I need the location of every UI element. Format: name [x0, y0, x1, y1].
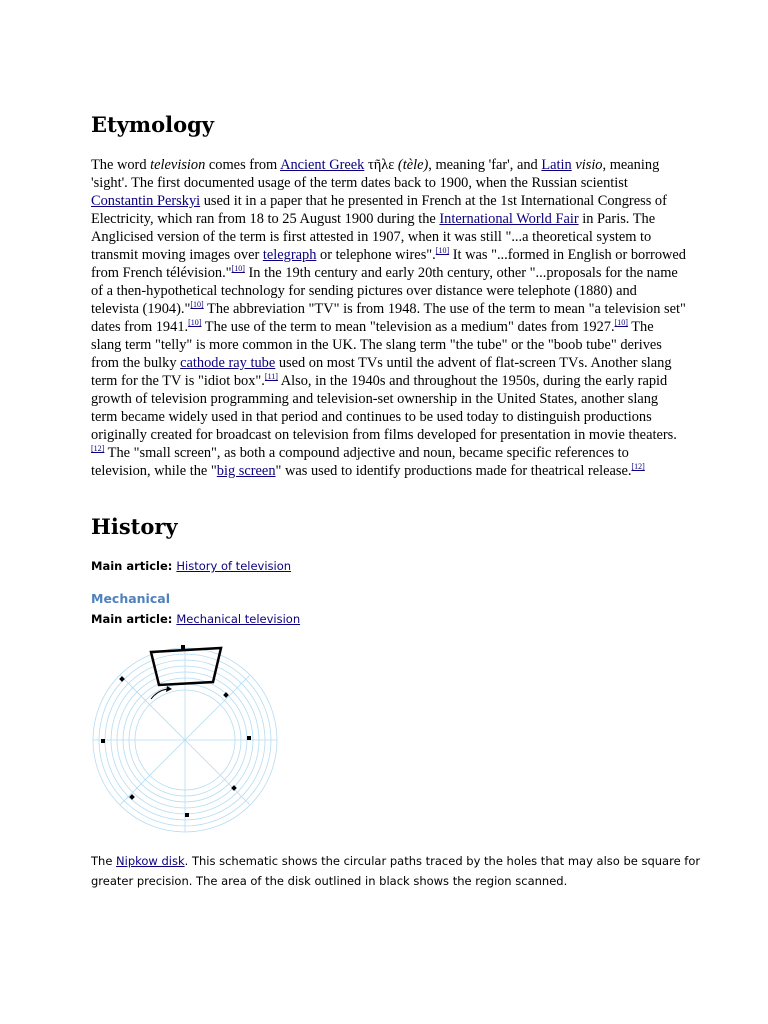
reference-10[interactable]: [10] [435, 246, 450, 255]
reference-10[interactable]: [10] [188, 318, 202, 327]
mechanical-heading: Mechanical [91, 591, 170, 606]
reference-10[interactable]: [10] [614, 318, 628, 327]
reference-12[interactable]: [12] [631, 462, 645, 471]
rotation-arrowhead [166, 686, 172, 692]
link-ancient-greek[interactable]: Ancient Greek [280, 157, 365, 173]
reference-10[interactable]: [10] [231, 264, 245, 273]
mechanical-main-article: Main article: Mechanical television [91, 612, 301, 626]
reference-11[interactable]: [11] [264, 372, 278, 381]
reference-10[interactable]: [10] [190, 300, 204, 309]
nipkow-disk-diagram [91, 643, 283, 843]
history-main-article: Main article: History of television [91, 559, 292, 573]
figure-caption: The Nipkow disk. This schematic shows the circular paths traced by the holes that may also be square for greater precision. The area of the disk outlined in black shows the region scanned. [91, 854, 701, 888]
link-constantin-perskyi[interactable]: Constantin Perskyi [91, 193, 201, 209]
link-big-screen[interactable]: big screen [216, 463, 276, 479]
history-heading: History [91, 514, 178, 539]
etymology-heading: Etymology [91, 112, 215, 137]
etymology-paragraph: The word television comes from Ancient Greek τῆλε (tèle), meaning 'far', and Latin visio, meaning 'sight'. The first documented usage of the term dates back to 1900, when the Russian scientist Constantin Perskyi used it in a paper that he presented in French at the 1st International Congress of Electricity, which ran from 18 to 25 August 1900 during the International World Fair in Paris. The Anglicised version of the term is first attested in 1907, when it was still "...a theoretical system to transmit moving images over telegraph or telephone wires".[10] It was "...formed in English or borrowed from French télévision."[10] In the 19th century and early 20th century, other "...proposals for the name of a then-hypothetical technology for sending pictures over distance were telephote (1880) and televista (1904)."[10] The abbreviation "TV" is from 1948. The use of the term to mean "a television set" dates from 1941.[10] The use of the term to mean "television as a medium" dates from 1927.[10] The slang term "telly" is more common in the UK. The slang term "the tube" or the "boob tube" derives from the bulky cathode ray tube used on most TVs until the advent of flat-screen TVs. Another slang term for the TV is "idiot box".[11] Also, in the 1940s and throughout the 1950s, during the early rapid growth of television programming and television-set ownership in the United States, another slang term became widely used in that period and continues to be used today to distinguish productions originally created for broadcast on television from films developed for presentation in movie theaters.[12] The "small screen", as both a compound adjective and noun, became specific references to television, while the "big screen" was used to identify productions made for theatrical release.[12] [91, 157, 686, 479]
link-cathode-ray-tube[interactable]: cathode ray tube [180, 355, 276, 371]
link-international-world-fair[interactable]: International World Fair [439, 211, 579, 227]
link-history-of-television[interactable]: History of television [176, 559, 292, 573]
link-nipkow-disk[interactable]: Nipkow disk [116, 854, 185, 868]
scanned-region-outline [151, 648, 221, 685]
link-telegraph[interactable]: telegraph [262, 247, 317, 263]
link-latin[interactable]: Latin [541, 157, 572, 173]
link-mechanical-television[interactable]: Mechanical television [176, 612, 301, 626]
reference-12[interactable]: [12] [91, 444, 105, 453]
